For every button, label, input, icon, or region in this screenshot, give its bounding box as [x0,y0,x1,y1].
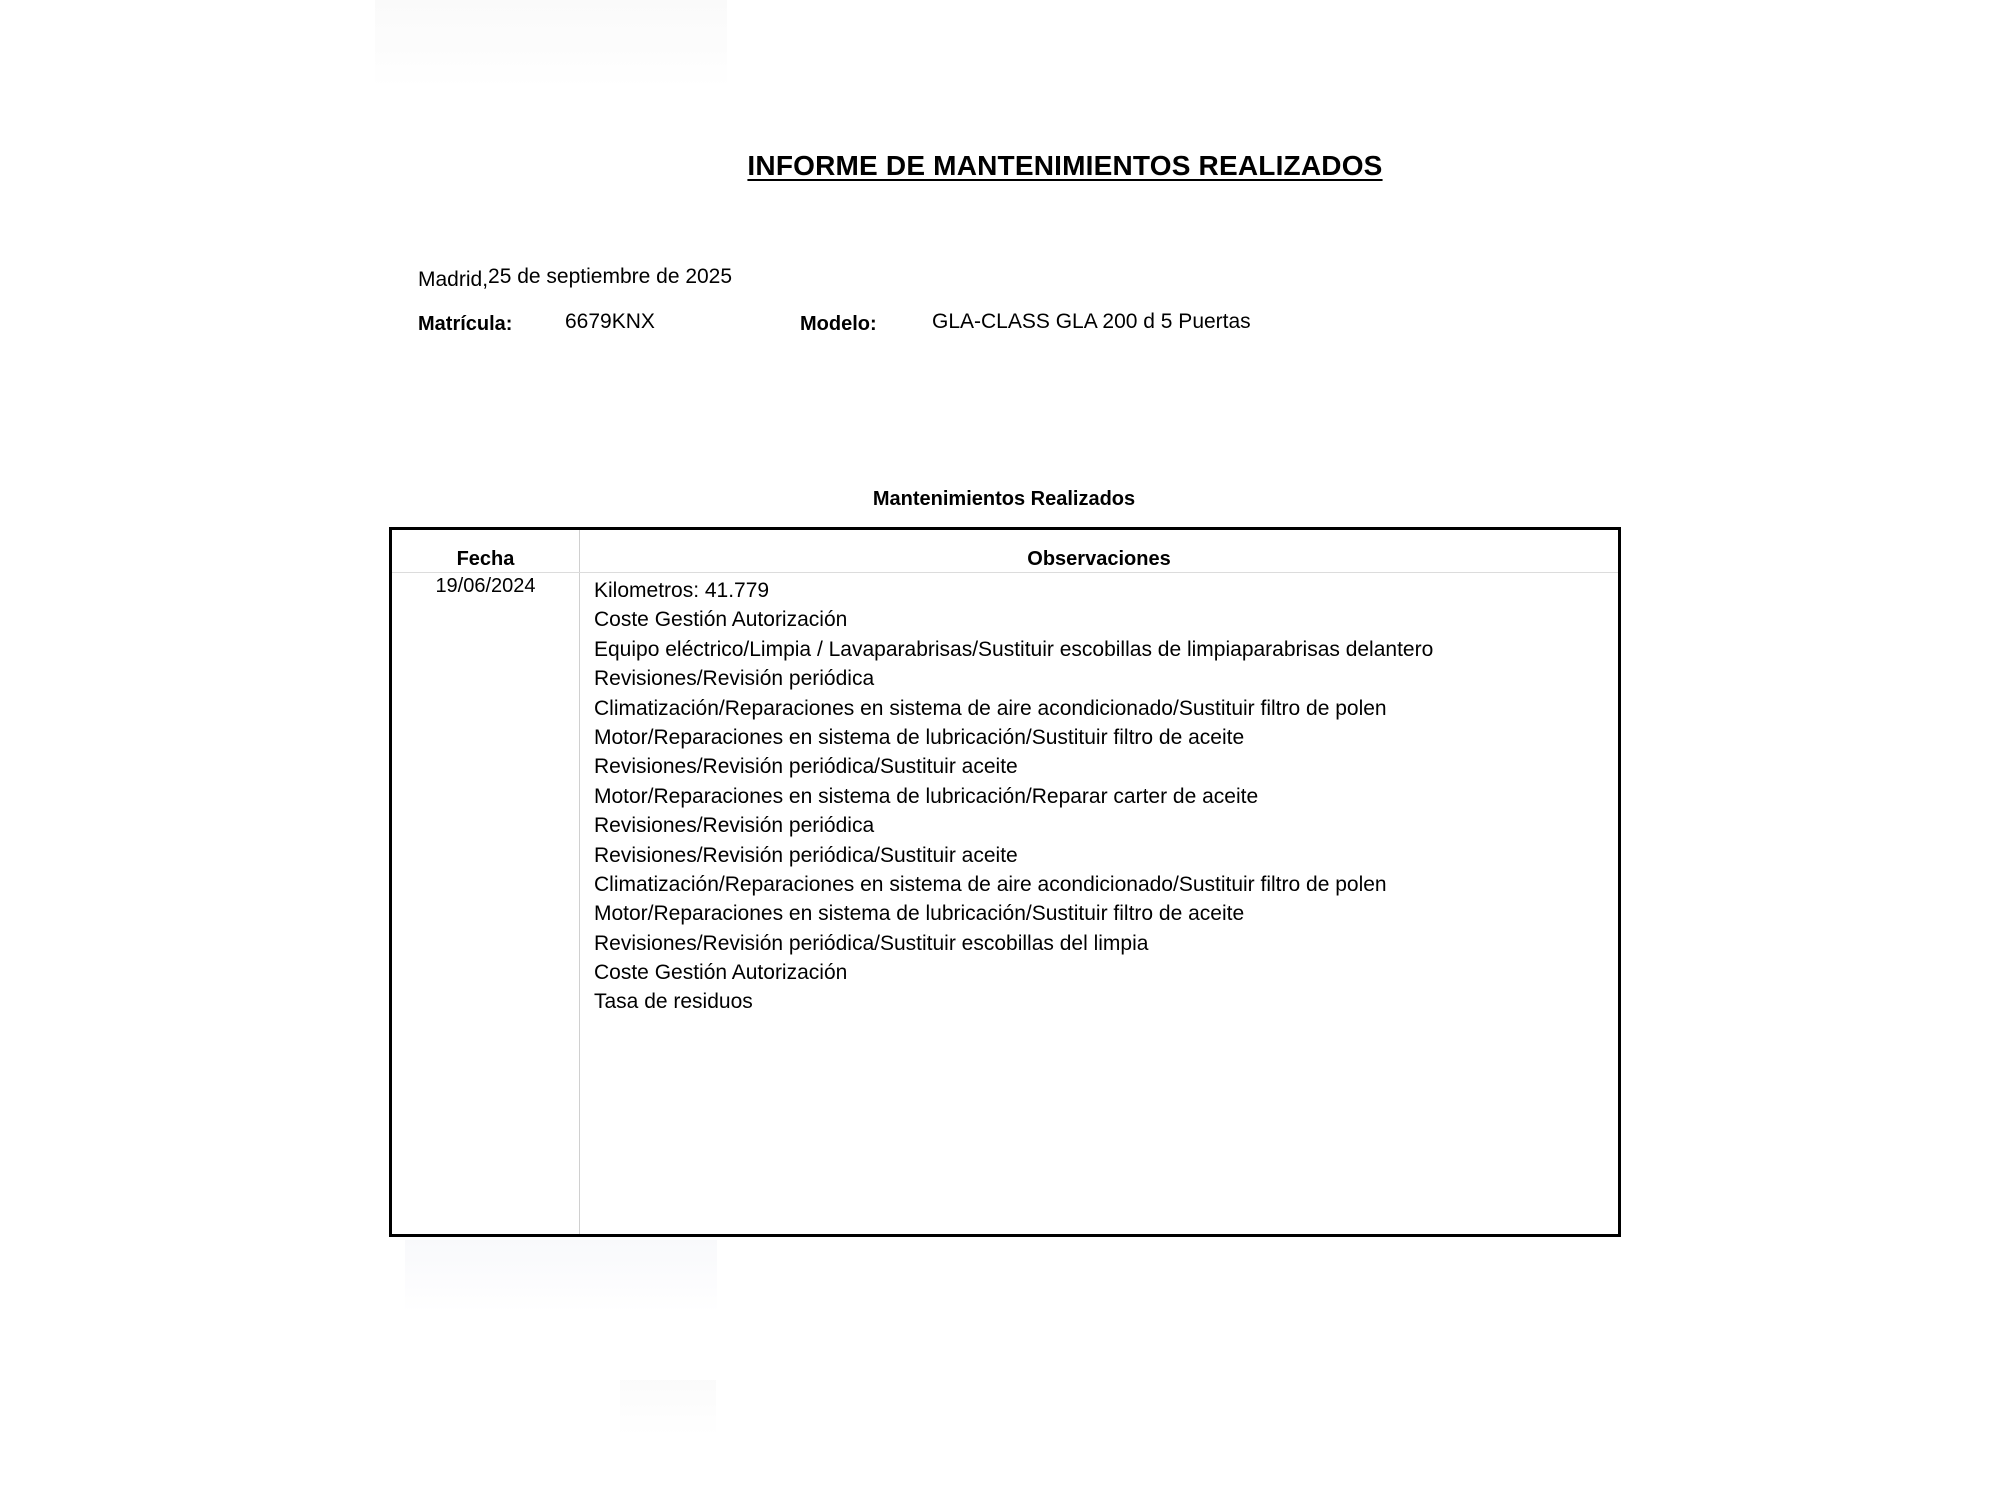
plate-label: Matrícula: [418,313,513,335]
list-item: Motor/Reparaciones en sistema de lubricación/Sustituir filtro de aceite [594,725,1245,749]
observations-list [594,576,1433,1017]
list-item: Motor/Reparaciones en sistema de lubricación/Reparar carter de aceite [594,784,1259,808]
column-header-fecha: Fecha [456,548,515,570]
model-label: Modelo: [800,313,877,335]
table-row-date: 19/06/2024 [435,575,536,597]
header-divider [392,572,1618,573]
list-item: Coste Gestión Autorización [594,961,848,985]
list-item: Kilometros: 41.779 [594,579,770,602]
report-city: Madrid, [418,268,489,291]
list-item: Tasa de residuos [594,990,753,1014]
list-item: Revisiones/Revisión periódica/Sustituir escobillas del limpia [594,931,1149,955]
column-header-observaciones: Observaciones [1027,548,1171,570]
faded-scan-artifact-bottom [405,1240,717,1312]
column-divider [579,530,580,1234]
report-date: 25 de septiembre de 2025 [488,265,733,288]
list-item: Revisiones/Revisión periódica [594,667,875,691]
list-item: Coste Gestión Autorización [594,608,848,632]
maintenance-table [389,527,1621,1237]
report-date-line [418,265,732,289]
list-item: Equipo eléctrico/Limpia / Lavaparabrisas/Sustituir escobillas de limpiaparabrisas delantero [594,637,1434,661]
list-item: Revisiones/Revisión periódica [594,814,875,838]
report-title: INFORME DE MANTENIMIENTOS REALIZADOS [747,150,1383,181]
list-item: Revisiones/Revisión periódica/Sustituir aceite [594,755,1018,779]
plate-value: 6679KNX [565,310,655,333]
list-item: Motor/Reparaciones en sistema de lubricación/Sustituir filtro de aceite [594,902,1245,926]
list-item: Climatización/Reparaciones en sistema de aire acondicionado/Sustituir filtro de polen [594,872,1387,896]
faded-scan-artifact-corner [620,1380,716,1436]
model-value: GLA-CLASS GLA 200 d 5 Puertas [932,310,1251,333]
maintenance-section-title: Mantenimientos Realizados [872,488,1136,510]
faded-scan-artifact-top [375,0,727,88]
list-item: Climatización/Reparaciones en sistema de aire acondicionado/Sustituir filtro de polen [594,696,1387,720]
list-item: Revisiones/Revisión periódica/Sustituir aceite [594,843,1018,867]
